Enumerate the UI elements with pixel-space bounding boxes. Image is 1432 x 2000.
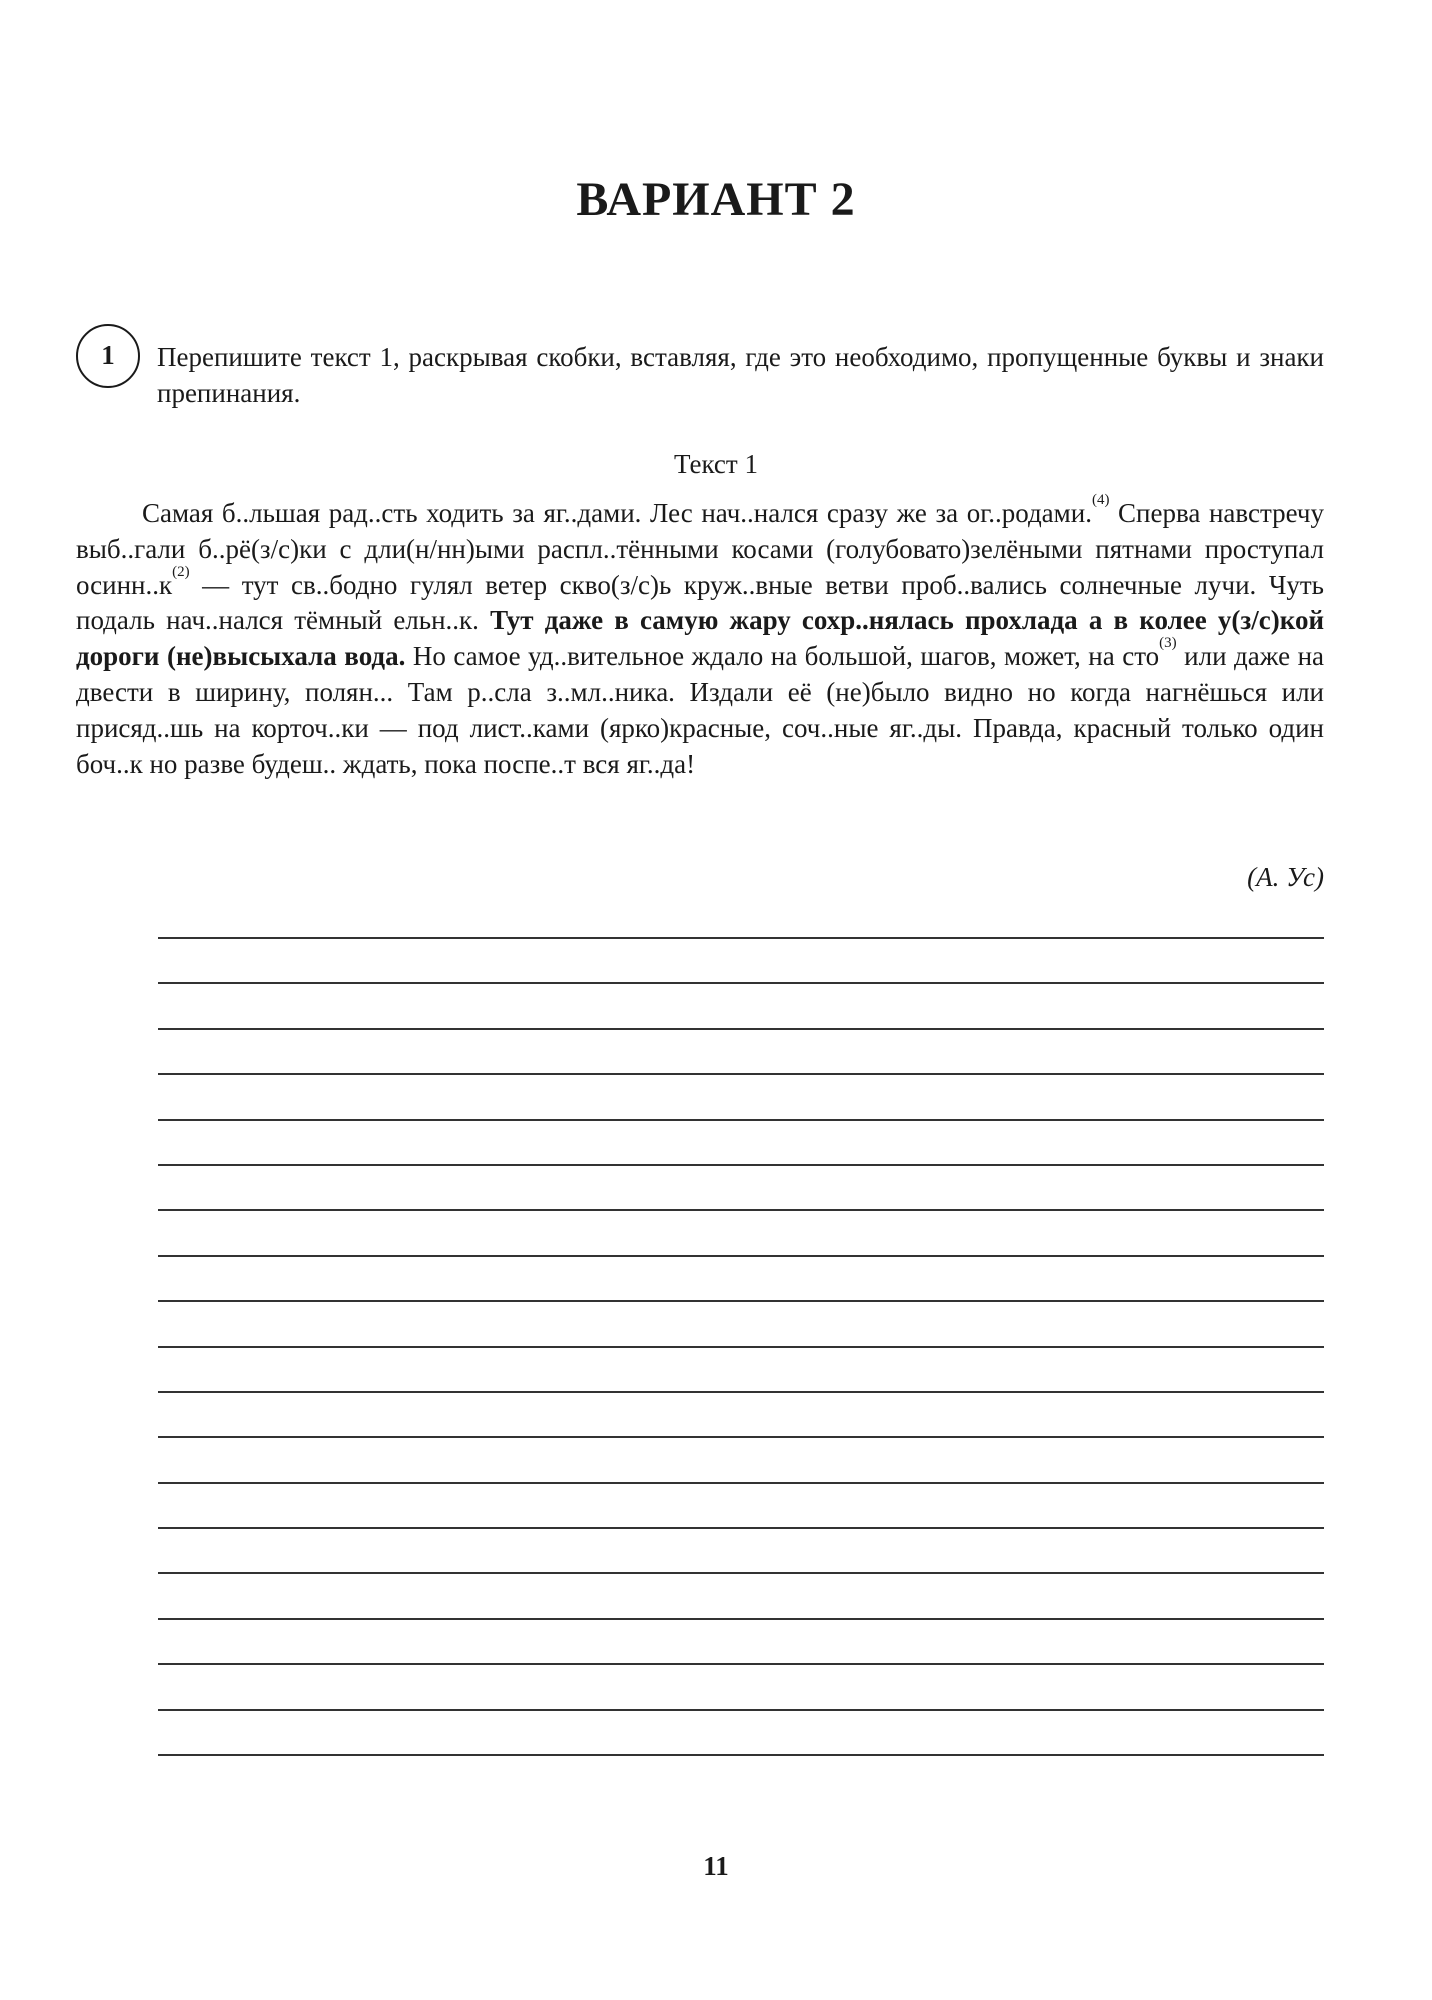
footnote-mark: (2) <box>172 563 190 580</box>
passage-segment: — тут св..бодно гулял ветер скво(з/с)ь круж..вные ветви проб..вались солнечные лучи. Чуть подаль нач..нался тёмный ельн..к. <box>76 569 1324 636</box>
answer-line[interactable] <box>158 1663 1324 1708</box>
answer-line[interactable] <box>158 1028 1324 1073</box>
answer-lines[interactable] <box>158 937 1324 1799</box>
passage-segment: Самая б..льшая рад..сть ходить за яг..дами. Лес нач..нался сразу же за ог..родами. <box>142 498 1092 528</box>
answer-line[interactable] <box>158 1346 1324 1391</box>
answer-line[interactable] <box>158 1572 1324 1617</box>
passage-segment: Сперва навстречу выб..гали б..рё(з/с)ки с дли(н/нн)ыми распл..тёнными косами (голубовато)зелёными пятнами проступал осинн..к <box>76 498 1324 600</box>
passage-bold-sentence: Тут даже в самую жару сохр..нялась прохлада а в колее у(з/с)кой дороги (не)высыхала вода. <box>76 605 1324 672</box>
answer-line[interactable] <box>158 1482 1324 1527</box>
answer-line[interactable] <box>158 982 1324 1027</box>
task-instruction: Перепишите текст 1, раскрывая скобки, вставляя, где это необходимо, пропущенные буквы и знаки препинания. <box>157 342 1324 408</box>
page-title: ВАРИАНТ 2 <box>576 173 856 226</box>
answer-line[interactable] <box>158 1618 1324 1663</box>
footnote-mark: (4) <box>1091 492 1110 508</box>
page-number: 11 <box>703 1851 729 1881</box>
answer-line[interactable] <box>158 1073 1324 1118</box>
answer-line[interactable] <box>158 1164 1324 1209</box>
passage-text <box>76 492 1325 782</box>
answer-line[interactable] <box>158 937 1324 982</box>
author-attribution: (А. Ус) <box>1247 862 1324 892</box>
answer-line[interactable] <box>158 1391 1324 1436</box>
footnote-mark: (3) <box>1159 635 1177 652</box>
answer-line[interactable] <box>158 1209 1324 1254</box>
answer-line[interactable] <box>158 1754 1324 1799</box>
answer-line[interactable] <box>158 1119 1324 1164</box>
answer-line[interactable] <box>158 1436 1324 1481</box>
task-number-badge: 1 <box>76 324 140 388</box>
answer-line[interactable] <box>158 1527 1324 1572</box>
passage-segment: или даже на двести в ширину, полян... Там р..сла з..мл..ника. Издали её (не)было видно но когда нагнёшься или присяд..шь на корточ..ки — под лист..ками (ярко)красные, соч..ные яг..ды. Правда, красный только один боч..к но разве будеш.. ждать, пока поспе..т вся яг..да! <box>76 641 1325 779</box>
answer-line[interactable] <box>158 1300 1324 1345</box>
text-heading: Текст 1 <box>674 449 758 479</box>
answer-line[interactable] <box>158 1255 1324 1300</box>
passage-segment: Но самое уд..вительное ждало на большой, шагов, может, на сто <box>405 641 1160 672</box>
answer-line[interactable] <box>158 1709 1324 1754</box>
